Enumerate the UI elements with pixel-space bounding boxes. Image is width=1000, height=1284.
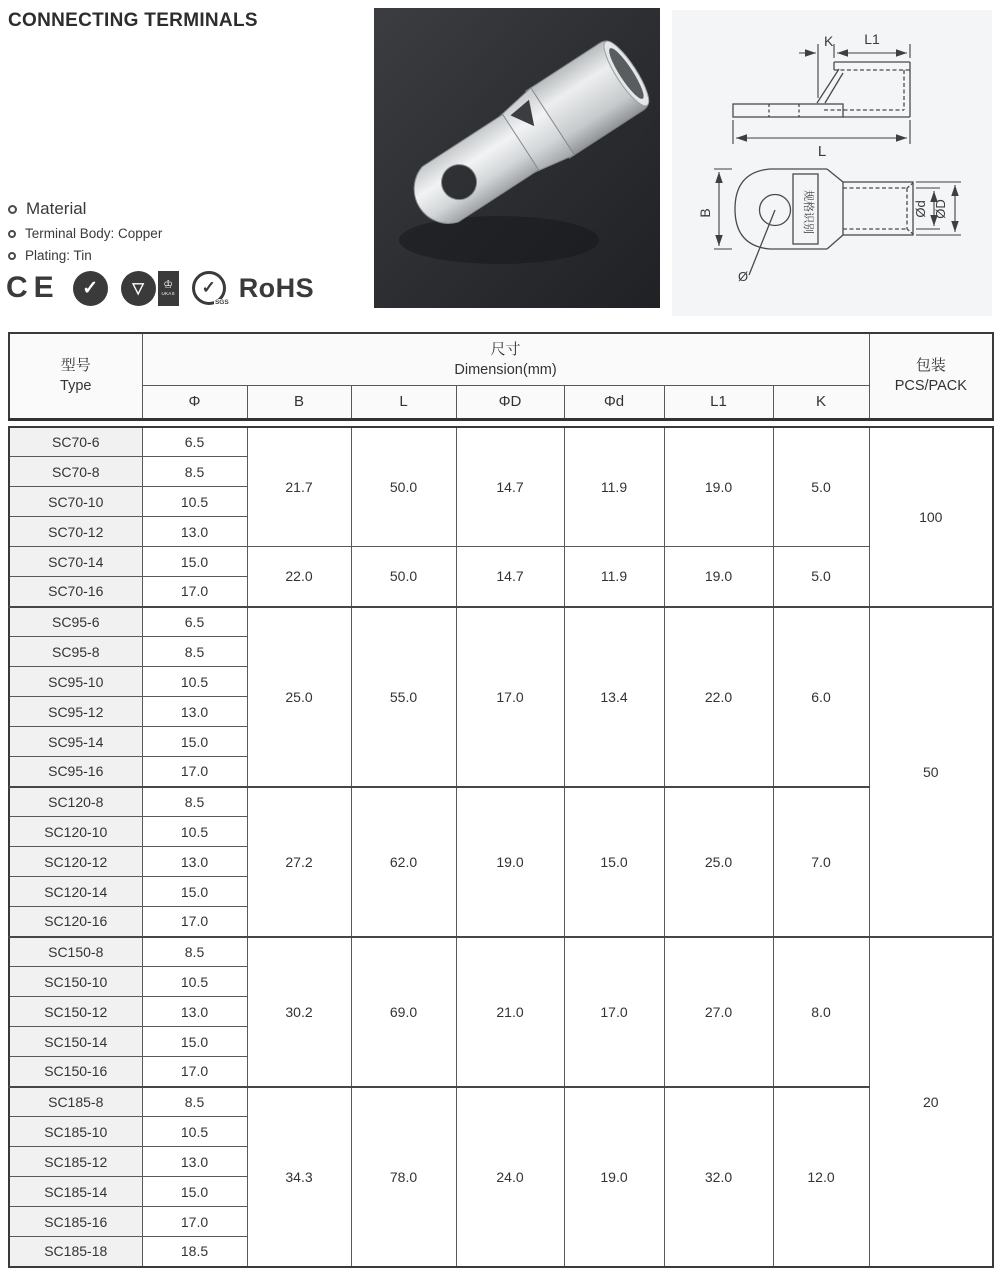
type-cell: SC95-14 — [9, 727, 142, 757]
dim-k-cell: 7.0 — [773, 787, 869, 937]
dim-b-cell: 25.0 — [247, 607, 351, 787]
table-row — [9, 547, 993, 577]
dim-phid-cell: 21.0 — [456, 937, 564, 1087]
type-cell: SC120-12 — [9, 847, 142, 877]
phi-cell: 10.5 — [142, 667, 247, 697]
phi-cell: 15.0 — [142, 877, 247, 907]
phi-cell: 17.0 — [142, 907, 247, 937]
phi-cell: 17.0 — [142, 1207, 247, 1237]
dim-label-l: L — [817, 143, 827, 160]
type-cell: SC95-16 — [9, 757, 142, 787]
type-cell: SC70-6 — [9, 427, 142, 457]
front-view-drawing — [672, 165, 992, 321]
dim-k-cell: 5.0 — [773, 427, 869, 547]
dim-l-cell: 62.0 — [351, 787, 456, 937]
phi-cell: 18.5 — [142, 1237, 247, 1267]
material-item-row — [8, 248, 338, 263]
dim-label-b: B — [697, 208, 713, 218]
rohs-label: RoHS — [238, 272, 315, 303]
side-view-drawing — [672, 10, 992, 160]
phi-cell: 13.0 — [142, 997, 247, 1027]
dim-phid-small-cell: 17.0 — [564, 937, 664, 1087]
dim-phid-cell: 17.0 — [456, 607, 564, 787]
dim-b-cell: 27.2 — [247, 787, 351, 937]
type-cell: SC95-12 — [9, 697, 142, 727]
type-cell: SC185-10 — [9, 1117, 142, 1147]
phi-cell: 10.5 — [142, 817, 247, 847]
dim-label-dia: Ø — [738, 269, 749, 284]
dim-k-cell: 12.0 — [773, 1087, 869, 1267]
header-type: 型号 Type — [9, 333, 142, 419]
phi-cell: 13.0 — [142, 1147, 247, 1177]
dim-phid-small-cell: 13.4 — [564, 607, 664, 787]
type-cell: SC120-8 — [9, 787, 142, 817]
type-cell: SC185-16 — [9, 1207, 142, 1237]
phi-cell: 13.0 — [142, 517, 247, 547]
dim-label-k: K — [824, 33, 834, 49]
phi-cell: 15.0 — [142, 1177, 247, 1207]
dim-label-dia-small: Ød — [913, 200, 928, 218]
type-cell: SC95-8 — [9, 637, 142, 667]
material-block — [8, 199, 338, 270]
table-row — [9, 787, 993, 817]
table-row — [9, 607, 993, 637]
marking-text: 规格识别 — [802, 190, 814, 234]
dim-phid-small-cell: 19.0 — [564, 1087, 664, 1267]
page-title: CONNECTING TERMINALS — [8, 10, 258, 31]
ukas-crown-icon: ♔ UKAS — [158, 271, 179, 306]
phi-cell: 8.5 — [142, 457, 247, 487]
type-cell: SC150-12 — [9, 997, 142, 1027]
dim-phid-cell: 19.0 — [456, 787, 564, 937]
dim-l-cell: 69.0 — [351, 937, 456, 1087]
phi-cell: 10.5 — [142, 487, 247, 517]
dim-phid-small-cell: 15.0 — [564, 787, 664, 937]
dim-b-cell: 22.0 — [247, 547, 351, 607]
pack-cell: 20 — [869, 937, 993, 1267]
table-row — [9, 1087, 993, 1117]
pack-cell: 100 — [869, 427, 993, 607]
bullet-icon — [8, 230, 16, 238]
header-col-phid-small: Φd — [564, 385, 664, 419]
type-cell: SC70-10 — [9, 487, 142, 517]
header-col-phi: Φ — [142, 385, 247, 419]
type-cell: SC95-10 — [9, 667, 142, 697]
type-cell: SC70-14 — [9, 547, 142, 577]
dim-b-cell: 34.3 — [247, 1087, 351, 1267]
triangle-badge-icon: ▽ — [121, 271, 156, 306]
dim-l-cell: 50.0 — [351, 547, 456, 607]
pack-cell: 50 — [869, 607, 993, 937]
header-dimension: 尺寸 Dimension(mm) — [142, 333, 869, 385]
phi-cell: 17.0 — [142, 1057, 247, 1087]
type-cell: SC95-6 — [9, 607, 142, 637]
dim-l1-cell: 25.0 — [664, 787, 773, 937]
phi-cell: 17.0 — [142, 577, 247, 607]
spec-table-body — [8, 426, 994, 1268]
material-heading: Material — [26, 199, 87, 218]
material-item: Terminal Body: Copper — [25, 226, 163, 241]
phi-cell: 8.5 — [142, 937, 247, 967]
phi-cell: 10.5 — [142, 967, 247, 997]
type-cell: SC120-14 — [9, 877, 142, 907]
type-cell: SC150-14 — [9, 1027, 142, 1057]
dim-k-cell: 6.0 — [773, 607, 869, 787]
iso-check-badge-icon: ✓ — [73, 271, 108, 306]
phi-cell: 15.0 — [142, 547, 247, 577]
type-cell: SC120-10 — [9, 817, 142, 847]
spec-table — [8, 332, 992, 1268]
dim-k-cell: 5.0 — [773, 547, 869, 607]
phi-cell: 15.0 — [142, 727, 247, 757]
ukas-cert-icon — [121, 271, 179, 306]
phi-cell: 6.5 — [142, 607, 247, 637]
type-cell: SC70-16 — [9, 577, 142, 607]
table-row — [9, 937, 993, 967]
bullet-icon — [8, 252, 16, 260]
table-row — [9, 427, 993, 457]
ce-mark-icon: CE — [6, 271, 60, 304]
header-col-k: K — [773, 385, 869, 419]
type-cell: SC120-16 — [9, 907, 142, 937]
sgs-check-badge-icon: ✓ SGS — [192, 271, 226, 305]
dim-phid-cell: 24.0 — [456, 1087, 564, 1267]
material-item: Plating: Tin — [25, 248, 92, 263]
bullet-icon — [8, 205, 17, 214]
phi-cell: 13.0 — [142, 847, 247, 877]
terminal-lug-image — [374, 8, 660, 308]
phi-cell: 15.0 — [142, 1027, 247, 1057]
dim-b-cell: 21.7 — [247, 427, 351, 547]
dim-label-l1: L1 — [864, 31, 880, 47]
type-cell: SC185-14 — [9, 1177, 142, 1207]
dim-l1-cell: 22.0 — [664, 607, 773, 787]
phi-cell: 8.5 — [142, 637, 247, 667]
technical-drawings — [672, 10, 992, 316]
dim-l-cell: 78.0 — [351, 1087, 456, 1267]
header-col-phid: ΦD — [456, 385, 564, 419]
certification-logos — [6, 268, 314, 308]
dim-l1-cell: 27.0 — [664, 937, 773, 1087]
type-cell: SC70-8 — [9, 457, 142, 487]
header-col-l: L — [351, 385, 456, 419]
dim-l1-cell: 32.0 — [664, 1087, 773, 1267]
dim-l1-cell: 19.0 — [664, 427, 773, 547]
phi-cell: 10.5 — [142, 1117, 247, 1147]
phi-cell: 8.5 — [142, 1087, 247, 1117]
product-photo — [374, 8, 660, 308]
dim-l1-cell: 19.0 — [664, 547, 773, 607]
dim-phid-cell: 14.7 — [456, 427, 564, 547]
type-cell: SC70-12 — [9, 517, 142, 547]
dim-phid-cell: 14.7 — [456, 547, 564, 607]
type-cell: SC150-10 — [9, 967, 142, 997]
material-item-row — [8, 226, 338, 241]
dim-b-cell: 30.2 — [247, 937, 351, 1087]
type-cell: SC150-16 — [9, 1057, 142, 1087]
dim-k-cell: 8.0 — [773, 937, 869, 1087]
phi-cell: 13.0 — [142, 697, 247, 727]
phi-cell: 17.0 — [142, 757, 247, 787]
type-cell: SC185-18 — [9, 1237, 142, 1267]
spec-table-header — [8, 332, 994, 421]
header-col-b: B — [247, 385, 351, 419]
phi-cell: 8.5 — [142, 787, 247, 817]
header-col-l1: L1 — [664, 385, 773, 419]
dim-l-cell: 55.0 — [351, 607, 456, 787]
material-heading-row — [8, 199, 338, 219]
type-cell: SC185-12 — [9, 1147, 142, 1177]
dim-label-dia-big: ØD — [933, 199, 948, 219]
phi-cell: 6.5 — [142, 427, 247, 457]
type-cell: SC185-8 — [9, 1087, 142, 1117]
type-cell: SC150-8 — [9, 937, 142, 967]
dim-l-cell: 50.0 — [351, 427, 456, 547]
dim-phid-small-cell: 11.9 — [564, 547, 664, 607]
dim-phid-small-cell: 11.9 — [564, 427, 664, 547]
header-pack: 包装 PCS/PACK — [869, 333, 993, 419]
